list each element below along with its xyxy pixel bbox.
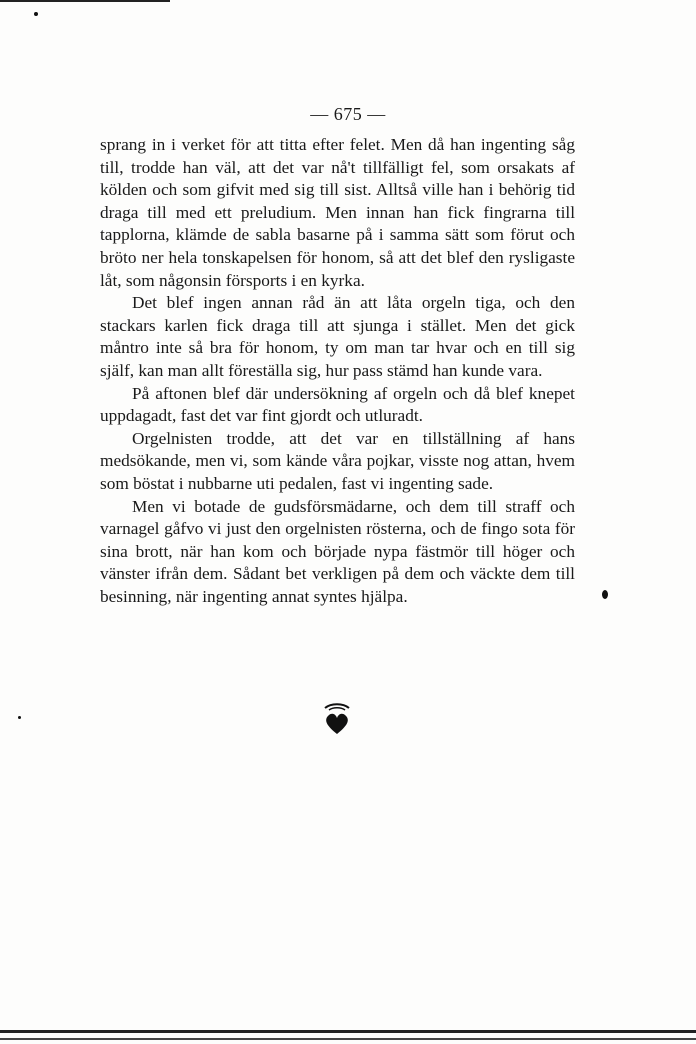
body-text bbox=[100, 134, 575, 608]
fleuron-ornament-icon bbox=[317, 700, 357, 736]
bottom-edge-rule bbox=[0, 1030, 696, 1033]
ink-speck bbox=[34, 12, 38, 16]
page-number-header: — 675 — bbox=[310, 104, 386, 124]
bottom-edge-rule bbox=[0, 1038, 696, 1040]
ink-speck bbox=[18, 716, 21, 719]
ink-speck bbox=[602, 590, 608, 599]
paragraph: Orgelnisten trodde, att det var en tillställning af hans medsökande, men vi, som kände våra pojkar, visste nog attan, hvem som böstat i nubbarne uti pedalen, fast vi ingenting sade. bbox=[100, 428, 575, 493]
paragraph: På aftonen blef där undersökning af orgeln och då blef knepet uppdagadt, fast det var fint gjordt och utluradt. bbox=[100, 383, 575, 426]
paragraph: Det blef ingen annan råd än att låta orgeln tiga, och den stackars karlen fick draga till att sjunga i stället. Men det gick måntro inte så bra för honom, ty om man tar hvar och en till sig själf, kan man allt föreställa sig, hur pass stämd han kunde vara. bbox=[100, 293, 575, 380]
paragraph: Men vi botade de gudsförsmädarne, och dem till straff och varnagel gåfvo vi just den orgelnisten rösterna, och de fingo sota för sina brott, när han kom och började nypa fästmör till höger och vänster ifrån dem. Sådant bet verkligen på dem och väckte dem till besinning, när ingenting annat syntes hjälpa. bbox=[100, 496, 575, 606]
paragraph: sprang in i verket för att titta efter felet. Men då han ingenting såg till, trodde han väl, att det var nå't tillfälligt fel, som orsakats af kölden och som gifvit med sig till sist. Alltså ville han i behörig tid draga till med ett preludium. Men innan han fick fingrarna till tapplorna, klämde de sabla basarne på i samma sätt som förut och bröto ner hela tonskapelsen för honom, så att det blef den rysligaste låt, som någonsin försports i en kyrka. bbox=[100, 135, 575, 290]
top-edge-rule bbox=[0, 0, 170, 2]
